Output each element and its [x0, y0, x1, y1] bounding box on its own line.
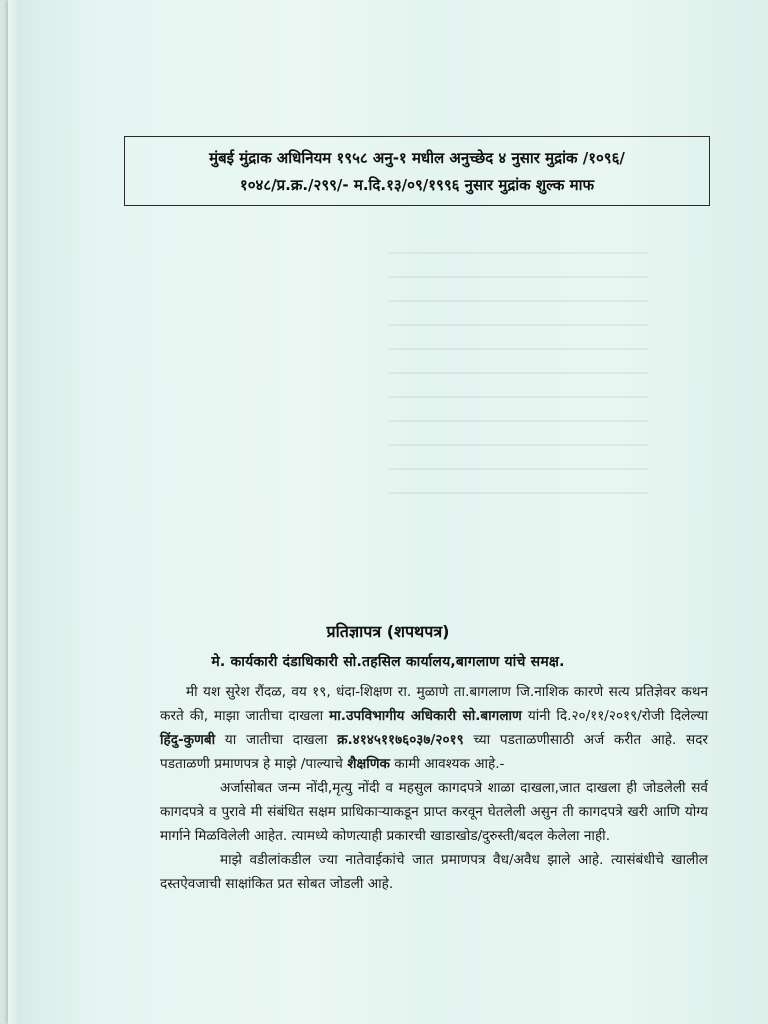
para1-text-i: कामी आवश्यक आहे.-: [389, 756, 505, 772]
paragraph-relatives: माझे वडीलांकडील ज्या नातेवाईकांचे जात प्रमाणपत्र वैध/अवैध झाले आहे. त्यासंबंधीचे खालील दस्तऐवजाची साक्षांकित प्रत सोबत जोडली आहे.: [160, 852, 708, 892]
stamp-notice-line2: १०४८/प्र.क्र./२९९/- म.दि.१३/०९/१९९६ नुसार मुद्रांक शुल्क माफ: [239, 176, 595, 194]
addressee-line: मे. कार्यकारी दंडाधिकारी सो.तहसिल कार्यालय,बागलाण यांचे समक्ष.: [211, 654, 565, 670]
purpose: शैक्षणिक: [347, 756, 390, 772]
stamp-duty-notice: [124, 136, 710, 206]
para1-text-a: मी यश सुरेश रौंदळ, वय १९, धंदा-शिक्षण रा. मुळाणे ता.बागलाण जि.नाशिक कारणे सत्य प्रतिज्ञेवर कथन करते की, माझा जातीचा दाखला: [160, 684, 708, 724]
page-edge: [8, 0, 22, 1024]
document-page: [8, 0, 768, 1024]
affidavit-body: [160, 680, 708, 896]
issuing-authority: मा.उपविभागीय अधिकारी सो.बागलाण: [329, 708, 522, 724]
caste-name: हिंदु-कुणबी: [160, 732, 216, 748]
certificate-number: क्र.४१४५११७६०३७/२०१९: [337, 732, 464, 748]
paragraph-declaration: [160, 680, 708, 776]
bleed-through: [388, 230, 648, 550]
affidavit-title: प्रतिज्ञापत्र (शपथपत्र): [326, 622, 450, 641]
stamp-notice-line1: मुंबई मुंद्राक अधिनियम १९५८ अनु-१ मधील अनुच्छेद ४ नुसार मुद्रांक /१०९६/: [209, 149, 625, 167]
para1-text-c: यांनी दि.२०/११/२०१९/रोजी दिलेल्या: [521, 708, 708, 724]
para1-text-g: च्या पडताळणीसाठी अर्ज करीत आहे. सदर पडताळणी प्रमाणपत्र हे माझे /पाल्याचे: [160, 732, 708, 772]
para1-text-e: या जातीचा दाखला: [215, 732, 338, 748]
paragraph-documents: अर्जासोबत जन्म नोंदी,मृत्यु नोंदी व महसुल कागदपत्रे शाळा दाखला,जात दाखला ही जोडलेली सर्व कागदपत्रे व पुरावे मी संबंधित सक्षम प्राधिकाऱ्याकडून प्राप्त करवून घेतलेली असुन ती कागदपत्रे खरी आणि योग्य मार्गाने मिळविलेली आहेत. त्यामध्ये कोणत्याही प्रकारची खाडाखोड/दुरुस्ती/बदल केलेला नाही.: [160, 780, 708, 844]
